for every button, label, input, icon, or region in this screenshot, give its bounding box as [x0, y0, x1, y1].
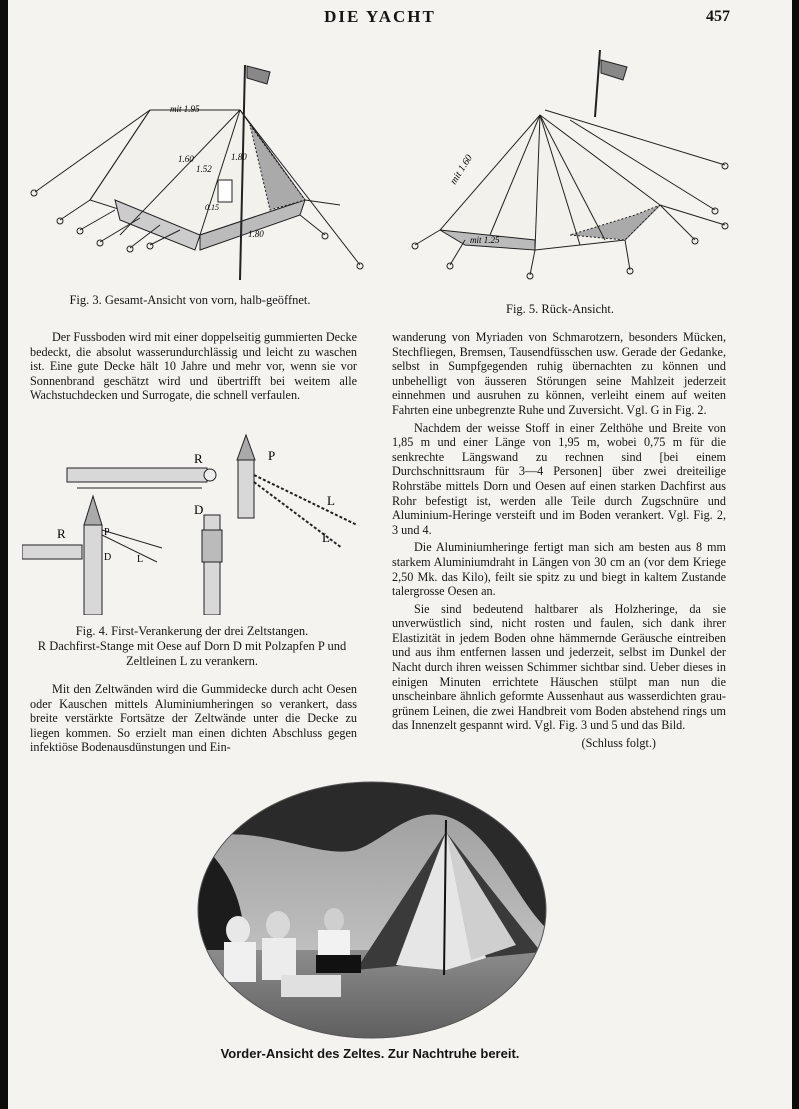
fig4-caption-title: Fig. 4. First-Verankerung der drei Zeltstangen. [75, 624, 309, 638]
right-paragraph-2: Nachdem der weisse Stoff in einer Zelthöhe und Breite von 1,85 m und einer Länge von 1,95 m, wobei 0,75 m für die senkrechte Längswand zu rechnen sind [bei einem Durchschnittsraum für 3—4 Personen] über zwei dreiteilige Rohrstäbe mittels Dorn und Oesen auf einen starken Dachfirst aus Rohr befestigt ist, werden alle Teile durch Zugschnüre und Aluminium-Heringe versteift und im Boden verankert. Vgl. Fig. 2, 3 und 4. [392, 420, 726, 537]
fig3-caption: Fig. 3. Gesamt-Ansicht von vorn, halb-geöffnet. [69, 293, 311, 307]
fig4-label-d2: D [194, 502, 204, 517]
right-paragraph-4: Sie sind bedeutend haltbarer als Holzheringe, da sie unverwüstlich sind, nicht rosten und faulen, sich dank ihrer Elastizität in jedem Boden ohne hämmernde Geräusche eintreiben und aus ihm entfernen lassen und jederzeit, selbst im Dunkel der Nacht durch ihren weissen Schimmer sichtbar sind. Ueber dieses in einigen Minuten errichtete Häuschen stülpt man nun die unscheinbare ähnlich geformte Aussenhaut aus wasserdichten grau-grünem Leinen, die zwei Handbreit vom Boden abstehend rings um das Innenzelt gespannt wird. Vgl. Fig. 3 und 5 und das Bild. [392, 601, 726, 733]
fig4-label-d1: D [104, 552, 112, 563]
fig5-label-left: mit 1.60 [448, 152, 475, 187]
left-column-lower [30, 682, 357, 758]
left-column-upper [30, 330, 357, 406]
fig3-label-mid: 1.52 [196, 164, 212, 174]
fig4-label-l1: L [137, 554, 144, 565]
fig4-label-p1: P [268, 448, 276, 463]
right-paragraph-3: Die Aluminiumheringe fertigt man sich am besten aus 8 mm starkem Aluminiumdraht in Längen von 30 cm an (vor dem Kriege 2,50 Mk. das Kilo), feilt sie spitz zu und biegt in kaltem Zustande talergrosse Oesen an. [392, 540, 726, 599]
fig3-tent-front-drawing [20, 50, 370, 290]
fig3-label-top: mit 1.95 [170, 104, 200, 114]
photo-caption: Vorder-Ansicht des Zeltes. Zur Nachtruhe bereit. [220, 1046, 520, 1061]
fig4-caption-body: R Dachfirst-Stange mit Oese auf Dorn D mit Polzapfen P und Zeltleinen L zu verankern. [37, 639, 347, 668]
fig4-label-r1: R [194, 451, 203, 466]
fig4-anchor-detail-drawing [22, 430, 362, 615]
fig3-label-small: 0.15 [205, 203, 219, 212]
left-paragraph-2: Mit den Zeltwänden wird die Gummidecke durch acht Oesen oder Kauschen mittels Aluminiumheringen so verankert, dass breite verstärkte Fortsätze der Zeltwände unter die Decke zu liegen kommen. So erzielt man einen dichten Abschluss gegen infektiöse Bodenausdünstungen und Ein- [30, 682, 357, 755]
fig3-label-bottom: 1.80 [248, 229, 264, 239]
signoff: (Schluss folgt.) [581, 736, 656, 751]
right-column [392, 330, 726, 751]
scan-edge-left [0, 0, 8, 1109]
fig4-caption [22, 624, 362, 669]
right-paragraph-1: wanderung von Myriaden von Schmarotzern, besonders Mücken, Stechfliegen, Bremsen, Tausendfüsschen usw. Gerade der Gedanke, selbst in Sumpfgegenden ruhig übernachten zu können und unbehelligt von äusseren Störungen seine Mahlzeit jederzeit einnehmen und ausruhen zu können, verleiht einem auf weiten Fahrten eine unbegrenzte Ruhe und Zuversicht. Vgl. G in Fig. 2. [392, 330, 726, 417]
fig4-label-r2: R [57, 526, 66, 541]
fig5-tent-rear-drawing [395, 45, 765, 290]
fig4-label-p2: P [104, 527, 110, 538]
fig3-label-left: 1.60 [178, 154, 194, 164]
tent-photo-image [196, 780, 548, 1040]
fig4-label-l2: L [327, 493, 335, 508]
fig3-label-pole: 1.80 [231, 152, 247, 162]
page-number: 457 [706, 8, 730, 25]
scan-edge-right [792, 0, 799, 1109]
fig5-label-bottom: mit 1.25 [470, 235, 500, 245]
fig4-label-l3: L [322, 530, 330, 545]
tent-photo [196, 780, 548, 1040]
fig5-caption: Fig. 5. Rück-Ansicht. [506, 302, 614, 316]
left-paragraph-1: Der Fussboden wird mit einer doppelseitig gummierten Decke bedeckt, die absolut wasserundurchlässig und leicht zu waschen ist. Eine gute Decke hält 10 Jahre und mehr vor, wenn sie vor Sonnenbrand geschätzt wird und übertrifft bei weitem alle Wachstuchdecken und Surrogate, die schnell verfaulen. [30, 330, 357, 403]
journal-title: DIE YACHT [324, 7, 436, 26]
